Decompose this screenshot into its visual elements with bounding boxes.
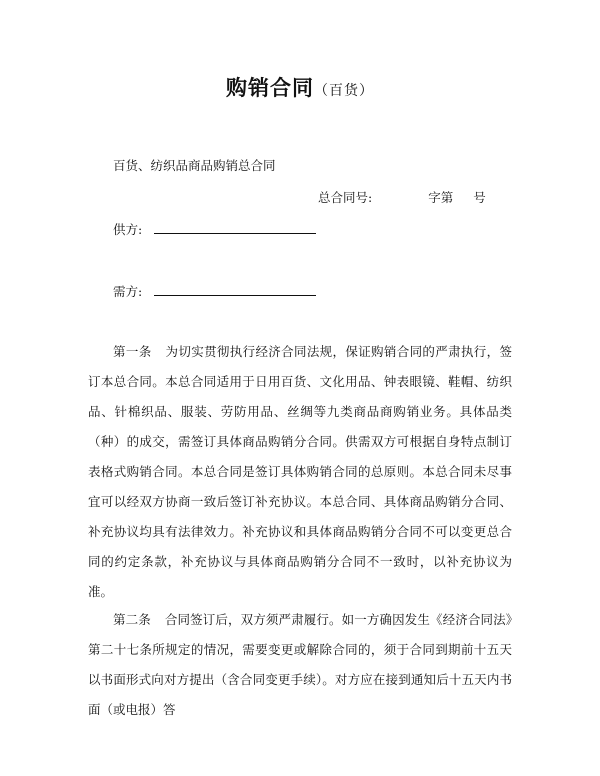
supplier-row bbox=[113, 220, 316, 238]
clause-number: 第二条 bbox=[113, 612, 151, 627]
clause-text: 为切实贯彻执行经济合同法规，保证购销合同的严肃执行，签订本总合同。本总合同适用于日用百货、文化用品、钟表眼镜、鞋帽、纺织品、针棉织品、服装、劳防用品、丝绸等九类商品商购销业务。具体品类（种）的成交，需签订具体商品购销分合同。供需双方可根据自身特点制订表格式购销合同。本总合同是签订具体购销合同的总原则。本总合同未尽事宜可以经双方协商一致后签订补充协议。本总合同、具体商品购销分合同、补充协议均具有法律效力。补充协议和具体商品购销分合同不可以变更总合同的约定条款，补充协议与具体商品购销分合同不一致时，以补充协议为准。 bbox=[88, 344, 512, 599]
contract-number bbox=[318, 188, 486, 206]
clause-2 bbox=[88, 605, 512, 725]
contract-number-zi-di: 字第 bbox=[428, 190, 454, 205]
supplier-blank-line bbox=[154, 221, 316, 234]
contract-number-hao: 号 bbox=[473, 190, 486, 205]
buyer-label: 需方: bbox=[113, 284, 143, 299]
document-title bbox=[0, 72, 600, 102]
contract-subtitle: 百货、纺织品商品购销总合同 bbox=[113, 158, 276, 173]
supplier-label: 供方: bbox=[113, 222, 143, 237]
clause-number: 第一条 bbox=[113, 344, 152, 359]
title-sub: （百货） bbox=[314, 83, 374, 99]
contract-number-label: 总合同号: bbox=[318, 190, 373, 205]
buyer-row bbox=[113, 282, 316, 300]
clause-1 bbox=[88, 337, 512, 607]
buyer-blank-line bbox=[154, 283, 316, 296]
title-main: 购销合同 bbox=[226, 76, 314, 100]
clause-text: 合同签订后，双方须严肃履行。如一方确因发生《经济合同法》第二十七条所规定的情况，需要变更或解除合同的，须于合同到期前十五天以书面形式向对方提出（含合同变更手续）。对方应在接到通知后十五天内书面（或电报）答 bbox=[88, 612, 512, 717]
